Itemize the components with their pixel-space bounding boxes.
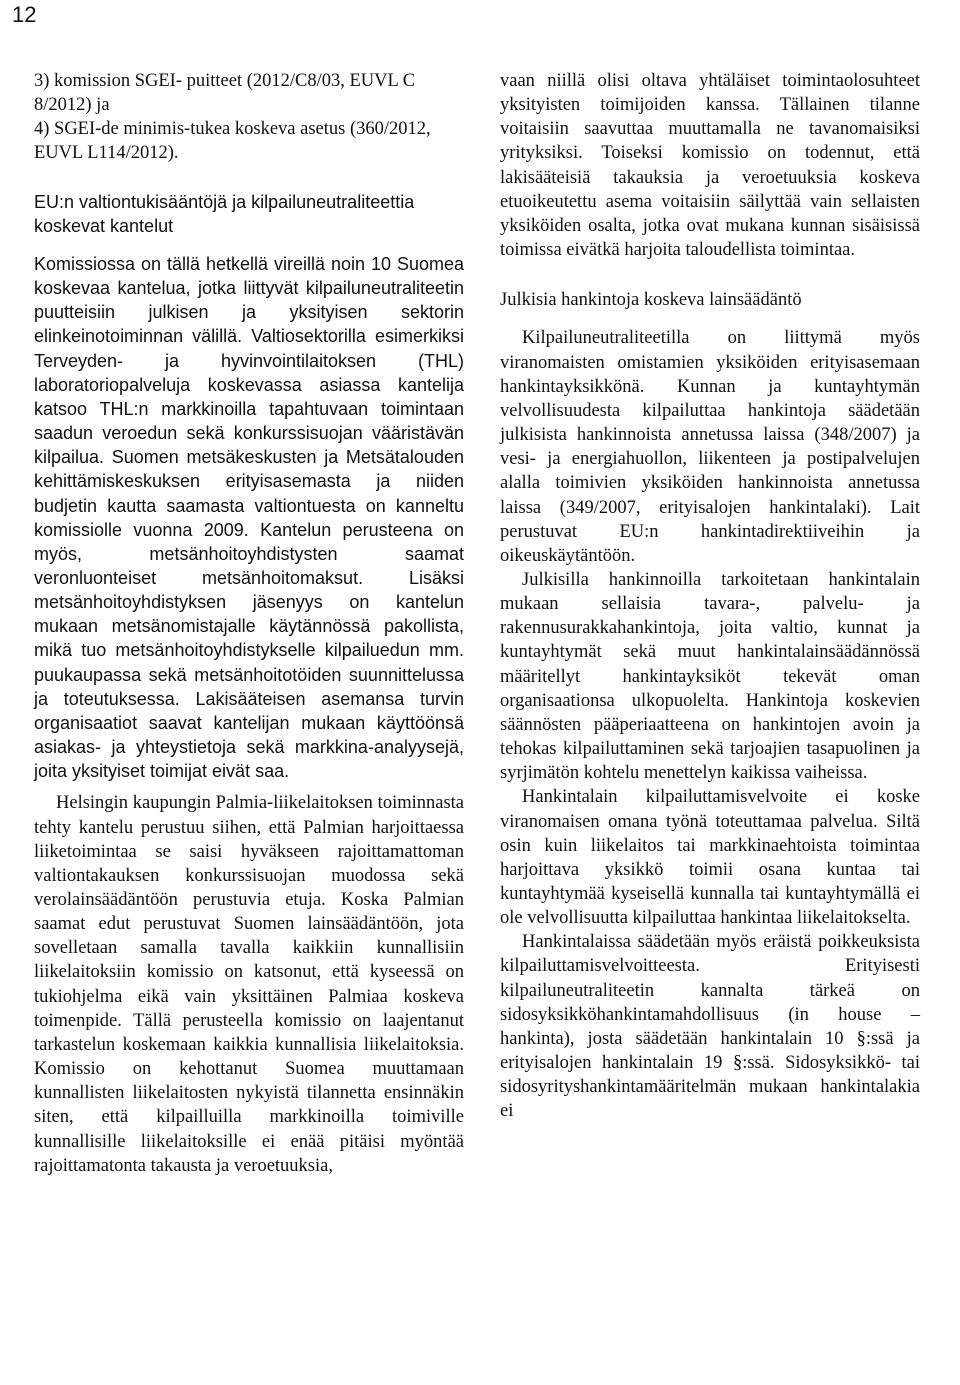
section-heading-procurement: Julkisia hankintoja koskeva lainsäädäntö: [500, 290, 802, 311]
right-column: [500, 69, 920, 1124]
page-number: 12: [12, 2, 37, 27]
left-column: [34, 69, 464, 1178]
paragraph-procurement-4: Hankintalaissa säädetään myös eräistä poikkeuksista kilpailuttamisvelvoitteesta. Erityisesti kilpailuneutraliteetin kannalta tärkeä on sidosyksikköhankintamahdollisuus (in house – hankinta), josta säädetään hankintalain 10 §:ssä ja erityisalojen hankintalain 19 §:ssä. Sidosyksikkö- tai sidosyrityshankintamääritelmän mukaan hankintalakia ei: [500, 932, 920, 1122]
paragraph-complaints-1: Komissiossa on tällä hetkellä vireillä noin 10 Suomea koskevaa kantelua, jotka liittyvät kilpailuneutraliteetin puutteisiin julkisen ja yksityisen sektorin elinkeinotoiminnan välillä. Valtiosektorilla esimerkiksi Terveyden- ja hyvinvointilaitoksen (THL) laboratoriopalveluja koskevassa asiassa kantelija katsoo THL:n markkinoilla tapahtuvaan toimintaan saadun veroedun sekä konkurssisuojan vääristävän kilpailua. Suomen metsäkeskusten ja Metsätalouden kehittämiskeskuksen erityisasemasta ja niiden budjetin kautta saamasta valtiontuesta on kanneltu komissiolle vuonna 2009. Kantelun perusteena on myös, metsänhoitoyhdistysten saamat veronluonteiset metsänhoitomaksut. Lisäksi metsänhoitoyhdistyksen jäsenyys on kantelun mukaan metsänomistajalle käytännössä pakollista, mikä tuo metsänhoitoyhdistykselle kilpailuedun mm. puukaupassa sekä metsänhoitotöiden suunnittelussa ja toteutuksessa. Lakisääteisen asemansa turvin organisaatiot saavat kantelijan mukaan käyttöönsä asiakas- ja yhteystietoja sekä markkina-analyysejä, joita yksityiset toimijat eivät saa.: [34, 253, 464, 782]
paragraph-procurement-1: Kilpailuneutraliteetilla on liittymä myös viranomaisten omistamien yksiköiden erityisasemaan hankintayksikkönä. Kunnan ja kuntayhtymän velvollisuudesta kilpailuttaa hankintoja säädetään julkisista hankinnoista annetussa laissa (348/2007) ja vesi- ja energiahuollon, liikenteen ja postipalvelujen alalla toimivien yksiköiden hankinnoista annetussa laissa (349/2007, erityisalojen hankintalaki). Lait perustuvat EU:n hankintadirektiiveihin ja oikeuskäytäntöön.: [500, 328, 920, 566]
paragraph-procurement-2: Julkisilla hankinnoilla tarkoitetaan hankintalain mukaan sellaisia tavara-, palvelu- ja rakennusurakkahankintoja, joita valtio, kunnat ja kuntayhtymät sekä muut hankintalainsäädännössä määritellyt hankintayksiköt tekevät oman organisaationsa ulkopuolelta. Hankintoja koskevien säännösten pääperiaatteena on hankintojen avoin ja tehokas kilpailuttaminen sekä tarjoajien tasapuolinen ja syrjimätön kohtelu menettelyn kaikissa vaiheissa.: [500, 569, 920, 784]
list-item-4: 4) SGEI-de minimis-tukea koskeva asetus (360/2012, EUVL L114/2012).: [34, 119, 431, 164]
paragraph-complaints-2: Helsingin kaupungin Palmia-liikelaitoksen toiminnasta tehty kantelu perustuu siihen, että Palmian harjoittaessa liiketoimintaa se saisi hyväkseen rajoittamattoman valtiontakauksen konkurssisuojan muodossa sekä verolainsäädäntöön perustuvia etuja. Koska Palmian saamat edut perustuvat Suomen lainsäädäntöön, jota sovelletaan samalla tavalla kaikkiin kunnallisiin liikelaitoksiin komissio on katsonut, että kyseessä on tukiohjelma eikä vain yksittäinen Palmiaa koskeva toimenpide. Tällä perusteella komissio on laajentanut tarkastelun koskemaan kaikkia kunnallisia liikelaitoksia. Komissio on kehottanut Suomea muuttamaan kunnallisten liikelaitosten nykyistä tilannetta ensinnäkin siten, että kilpailluilla markkinoilla toimiville kunnallisille liikelaitoksille ei enää pitäisi myöntää rajoittamatonta takausta ja veroetuuksia,: [34, 793, 464, 1176]
paragraph-procurement-3: Hankintalain kilpailuttamisvelvoite ei koske viranomaisen omana työnä toteuttamaa palvelua. Siltä osin kuin liikelaitos tai markkinaehtoista toimintaa harjoittava yksikkö toimii osana kuntaa tai kuntayhtymää kyseisellä kunnalla tai kuntayhtymällä ei ole velvollisuutta kilpailuttaa hankintaa liikelaitokselta.: [500, 787, 920, 929]
paragraph-continued: vaan niillä olisi oltava yhtäläiset toimintaolosuhteet yksityisten toimijoiden kanssa. Tällainen tilanne voitaisiin saavuttaa muuttamalla ne tavanomaisiksi yrityksiksi. Toiseksi komissio on todennut, että lakisääteisiä takauksia ja veroetuuksia koskeva etuoikeutettu asema voitaisiin säilyttää vain sellaisten yksiköiden osalta, jotka ovat mukana kunnan sisäisissä toimissa eivätkä harjoita taloudellista toimintaa.: [500, 71, 920, 261]
section-heading-complaints: EU:n valtiontukisääntöjä ja kilpailuneutraliteettia koskevat kantelut: [34, 191, 415, 236]
list-item-3: 3) komission SGEI- puitteet (2012/C8/03, EUVL C 8/2012) ja: [34, 71, 416, 116]
